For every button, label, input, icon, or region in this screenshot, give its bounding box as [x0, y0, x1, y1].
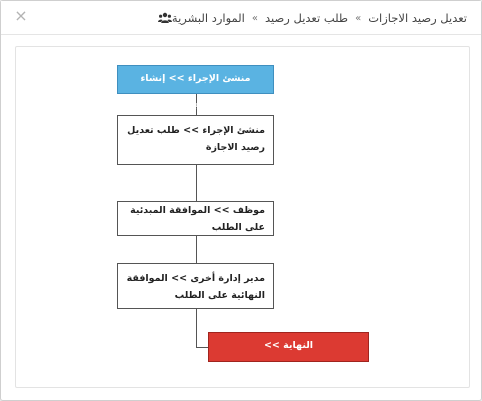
- flow-node-step-1[interactable]: منشئ الإجراء >> طلب تعديل رصيد الاجازة: [117, 115, 274, 165]
- breadcrumb-separator: »: [251, 12, 258, 24]
- workflow-panel: [15, 46, 470, 388]
- connector-line: [196, 347, 208, 348]
- users-icon: [158, 12, 172, 24]
- breadcrumb: [154, 10, 467, 26]
- connector-line: [196, 165, 197, 201]
- flow-node-step-3[interactable]: مدير إدارة أخرى >> الموافقة النهائية على الطلب: [117, 263, 274, 309]
- modal-header: [1, 1, 481, 35]
- workflow-diagram: [16, 47, 471, 389]
- connector-line: [196, 236, 197, 263]
- breadcrumb-item-current: تعديل رصيد الاجازات: [368, 11, 467, 25]
- flow-node-end[interactable]: النهاية >>: [208, 332, 369, 362]
- breadcrumb-item-request[interactable]: طلب تعديل رصيد: [265, 11, 349, 25]
- flow-node-step-2[interactable]: موظف >> الموافقة المبدئية على الطلب: [117, 201, 274, 236]
- breadcrumb-item-hr[interactable]: الموارد البشرية: [171, 11, 245, 25]
- close-button[interactable]: ×: [14, 6, 28, 25]
- connector-line: [196, 309, 197, 347]
- flow-node-start[interactable]: منشئ الإجراء >> إنشاء الإجراء: [117, 65, 274, 94]
- breadcrumb-separator: »: [355, 12, 362, 24]
